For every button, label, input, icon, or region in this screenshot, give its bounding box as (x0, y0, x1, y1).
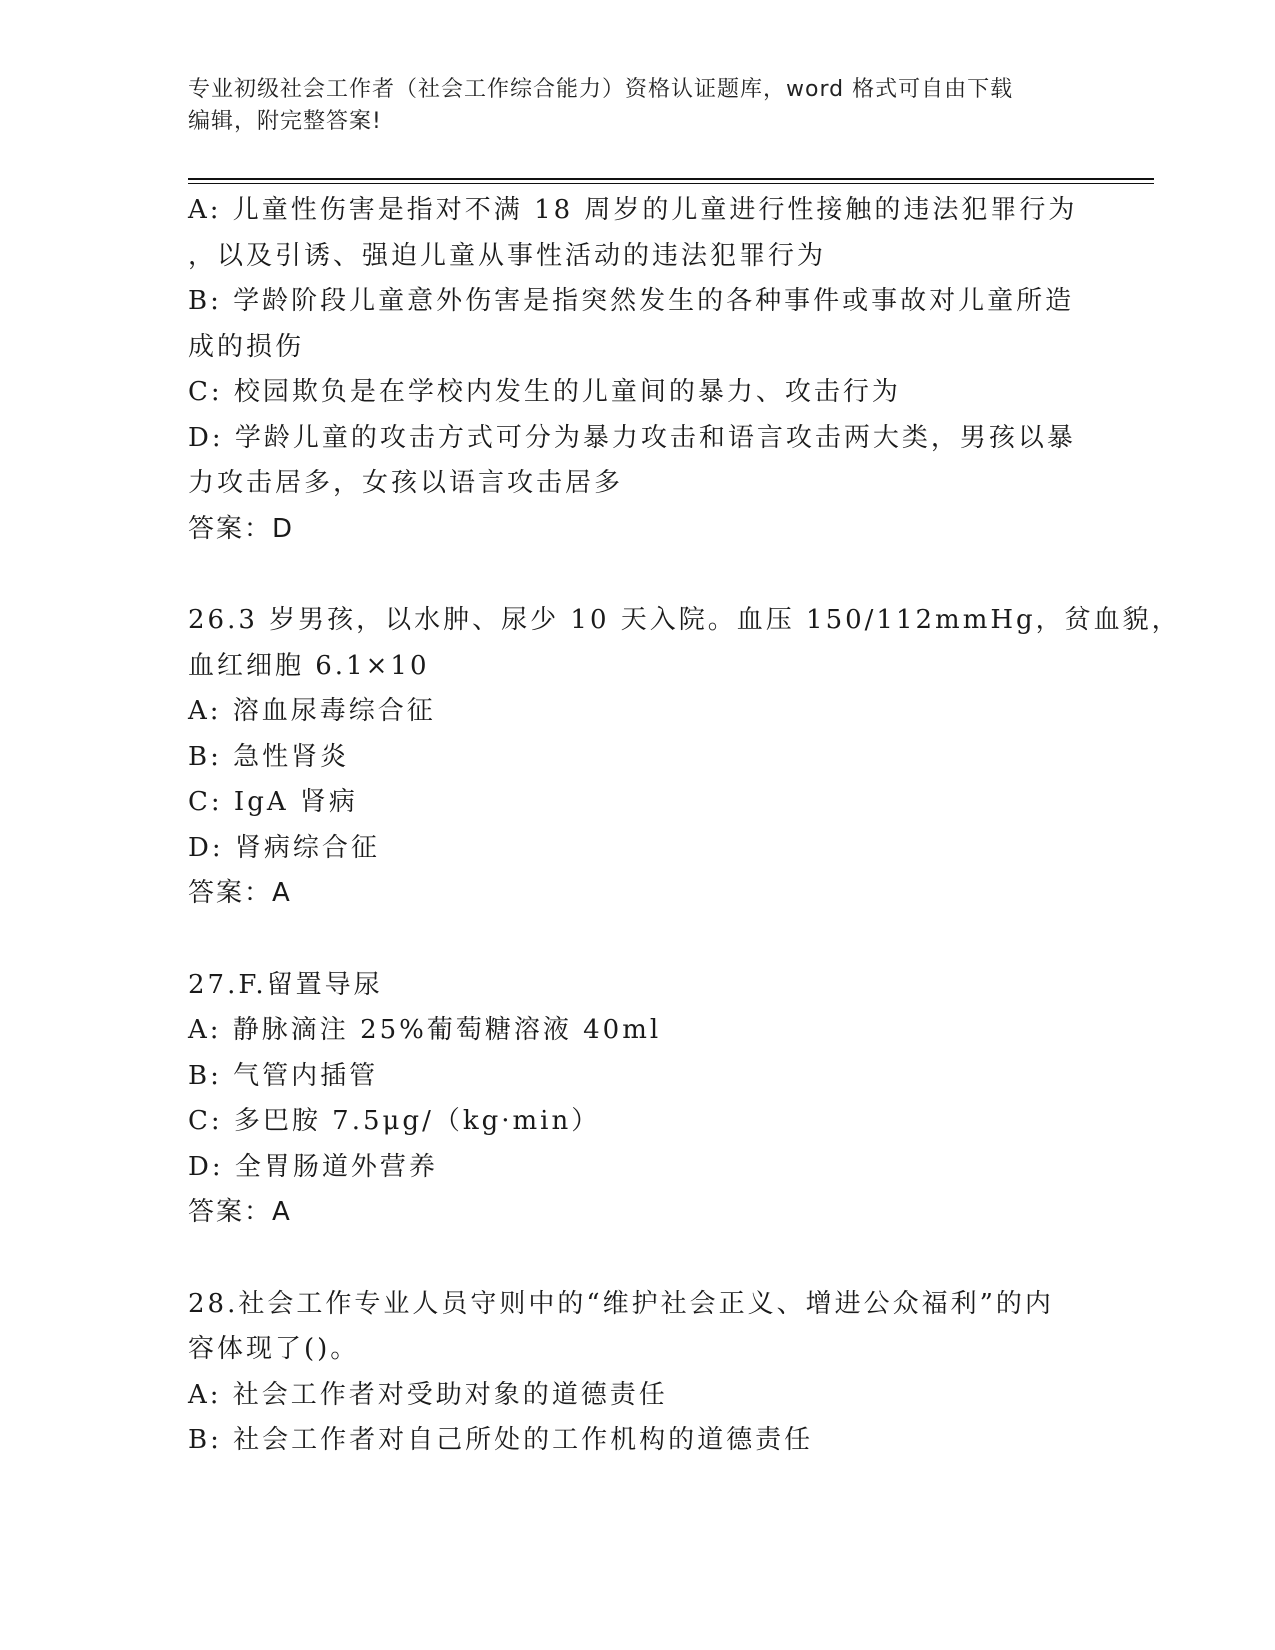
header-rule-thick (188, 178, 1154, 180)
header-line-1: 专业初级社会工作者（社会工作综合能力）资格认证题库，word 格式可自由下载 (188, 77, 1014, 102)
option-line: 成的损伤 (188, 331, 305, 362)
header-rule-thin (188, 183, 1154, 184)
option-line: C: 多巴胺 7.5μg/（kg·min） (188, 1106, 601, 1136)
option-line: B: 学龄阶段儿童意外伤害是指突然发生的各种事件或事故对儿童所造 (188, 286, 1075, 316)
option-line: B: 气管内插管 (188, 1060, 379, 1091)
question-stem: 血红细胞 6.1×10 (188, 650, 430, 681)
header-line-2: 编辑，附完整答案! (188, 109, 382, 134)
answer-line: 答案：D (188, 513, 295, 544)
option-line: ，以及引诱、强迫儿童从事性活动的违法犯罪行为 (188, 240, 827, 271)
option-line: A: 社会工作者对受助对象的道德责任 (188, 1379, 668, 1410)
question-block (188, 598, 1181, 917)
option-line: B: 社会工作者对自己所处的工作机构的道德责任 (188, 1425, 814, 1455)
question-stem: 26.3 岁男孩，以水肿、尿少 10 天入院。血压 150/112mmHg，贫血貌， (188, 605, 1181, 635)
question-block (188, 963, 1088, 1236)
option-line: D: 肾病综合征 (188, 832, 380, 863)
question-stem: 27.F.留置导尿 (188, 969, 383, 1000)
option-line: C: 校园欺负是在学校内发生的儿童间的暴力、攻击行为 (188, 377, 901, 407)
question-content (188, 188, 1181, 1464)
question-block (188, 1282, 1088, 1464)
answer-line: 答案：A (188, 1197, 292, 1227)
question-stem: 容体现了()。 (188, 1334, 360, 1364)
option-line: A: 静脉滴注 25%葡萄糖溶液 40ml (188, 1015, 662, 1045)
option-line: C: IgA 肾病 (188, 787, 358, 817)
option-line: 力攻击居多，女孩以语言攻击居多 (188, 468, 624, 498)
block-spacer (188, 917, 1088, 963)
document-header (188, 74, 1068, 138)
block-spacer (188, 1236, 1088, 1282)
option-line: A: 儿童性伤害是指对不满 18 周岁的儿童进行性接触的违法犯罪行为 (188, 195, 1078, 225)
question-block (188, 188, 1088, 552)
option-line: D: 学龄儿童的攻击方式可分为暴力攻击和语言攻击两大类，男孩以暴 (188, 422, 1076, 453)
block-spacer (188, 552, 1088, 598)
question-stem: 28.社会工作专业人员守则中的“维护社会正义、增进公众福利”的内 (188, 1288, 1054, 1319)
option-line: B: 急性肾炎 (188, 741, 350, 772)
option-line: A: 溶血尿毒综合征 (188, 696, 436, 726)
option-line: D: 全胃肠道外营养 (188, 1151, 438, 1182)
answer-line: 答案：A (188, 878, 292, 908)
